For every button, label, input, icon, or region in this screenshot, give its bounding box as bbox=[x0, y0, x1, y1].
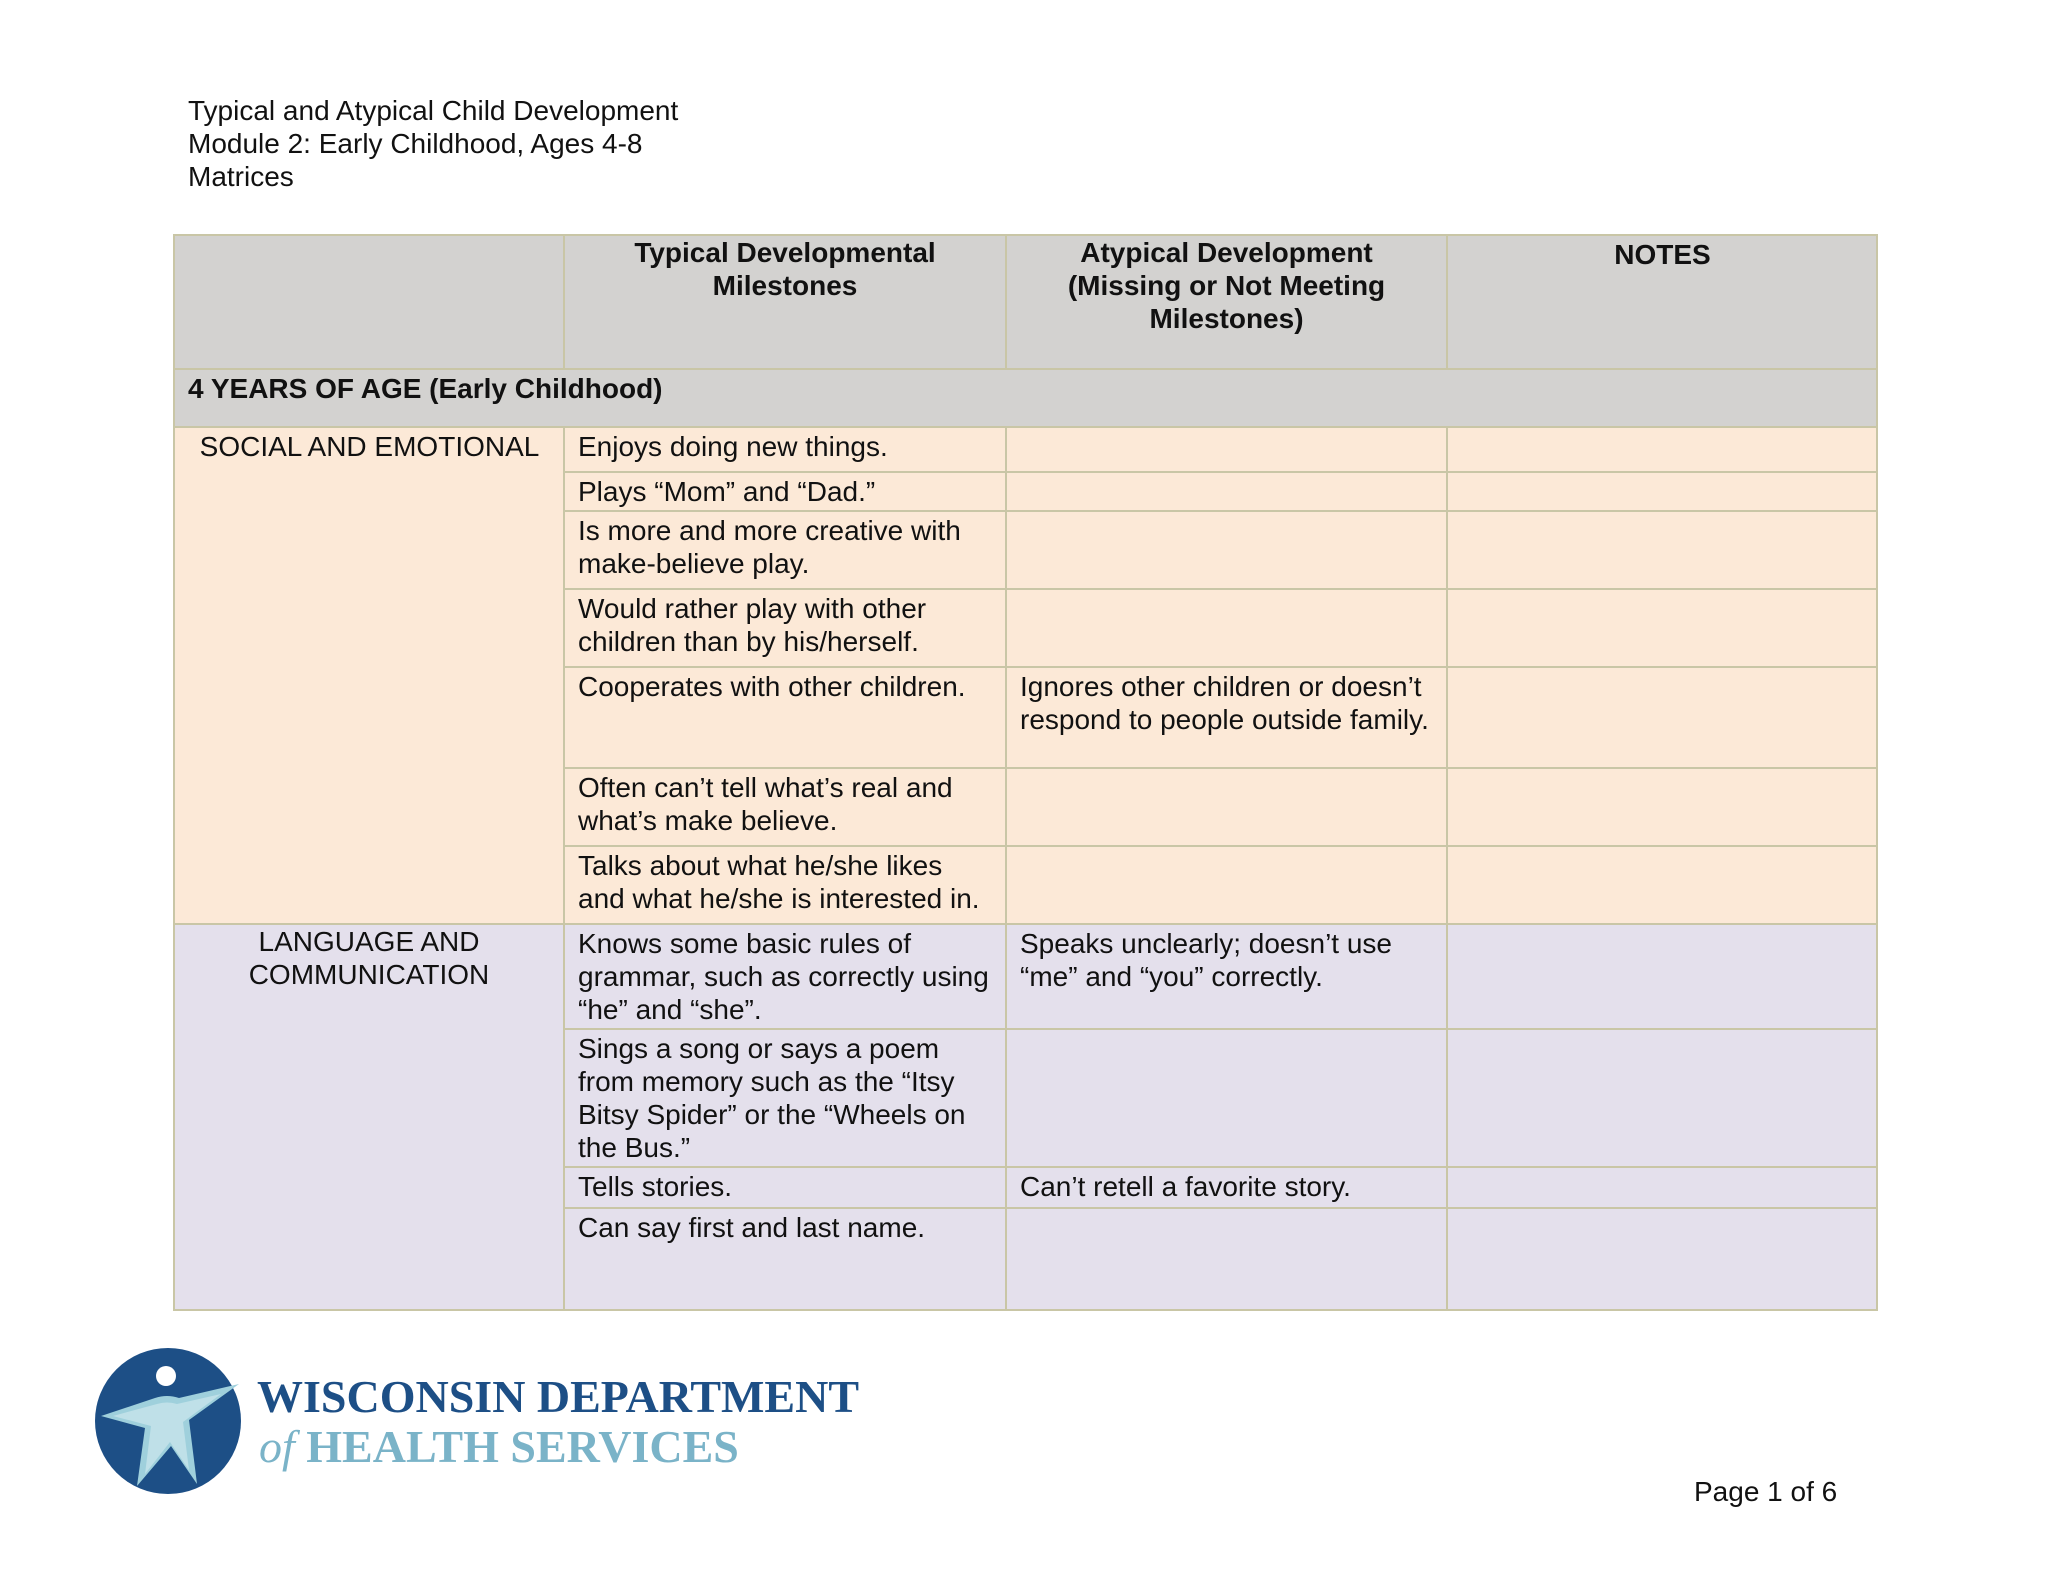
column-header-atypical: Atypical Development (Missing or Not Meeting Milestones) bbox=[1006, 235, 1447, 369]
atypical-cell: Speaks unclearly; doesn’t use “me” and “you” correctly. bbox=[1006, 924, 1447, 1029]
atypical-cell bbox=[1006, 1029, 1447, 1167]
typical-cell: Knows some basic rules of grammar, such as correctly using “he” and “she”. bbox=[564, 924, 1006, 1029]
age-heading: 4 YEARS OF AGE (Early Childhood) bbox=[174, 369, 1877, 427]
table-header-row bbox=[174, 235, 1877, 369]
development-matrix-table bbox=[173, 234, 1878, 1311]
section-title: Matrices bbox=[188, 161, 294, 192]
column-header-typical: Typical Developmental Milestones bbox=[564, 235, 1006, 369]
age-heading-row bbox=[174, 369, 1877, 427]
atypical-cell bbox=[1006, 427, 1447, 472]
typical-cell: Can say first and last name. bbox=[564, 1208, 1006, 1310]
atypical-cell bbox=[1006, 1208, 1447, 1310]
atypical-cell bbox=[1006, 589, 1447, 667]
notes-cell bbox=[1447, 1167, 1877, 1208]
document-header bbox=[188, 94, 678, 193]
page-number: Page 1 of 6 bbox=[1694, 1476, 1838, 1507]
typical-cell: Tells stories. bbox=[564, 1167, 1006, 1208]
person-star-circle-icon bbox=[93, 1346, 243, 1496]
atypical-cell: Ignores other children or doesn’t respond to people outside family. bbox=[1006, 667, 1447, 768]
column-header-domain bbox=[174, 235, 564, 369]
notes-cell bbox=[1447, 472, 1877, 511]
dhs-logo bbox=[93, 1346, 859, 1496]
notes-cell bbox=[1447, 1208, 1877, 1310]
notes-cell bbox=[1447, 924, 1877, 1029]
domain-language-communication: LANGUAGE AND COMMUNICATION bbox=[174, 924, 564, 1310]
column-header-notes: NOTES bbox=[1447, 235, 1877, 369]
notes-cell bbox=[1447, 511, 1877, 589]
typical-cell: Plays “Mom” and “Dad.” bbox=[564, 472, 1006, 511]
typical-cell: Enjoys doing new things. bbox=[564, 427, 1006, 472]
typical-cell: Would rather play with other children than by his/herself. bbox=[564, 589, 1006, 667]
typical-cell: Talks about what he/she likes and what he/she is interested in. bbox=[564, 846, 1006, 924]
notes-cell bbox=[1447, 427, 1877, 472]
notes-cell bbox=[1447, 768, 1877, 846]
logo-line-1: WISCONSIN DEPARTMENT bbox=[257, 1371, 859, 1422]
atypical-cell bbox=[1006, 472, 1447, 511]
typical-cell: Sings a song or says a poem from memory such as the “Itsy Bitsy Spider” or the “Wheels on the Bus.” bbox=[564, 1029, 1006, 1167]
logo-line-2 bbox=[259, 1420, 739, 1473]
document-title: Typical and Atypical Child Development bbox=[188, 95, 679, 126]
module-title: Module 2: Early Childhood, Ages 4-8 bbox=[188, 128, 643, 159]
domain-social-emotional: SOCIAL AND EMOTIONAL bbox=[174, 427, 564, 924]
notes-cell bbox=[1447, 589, 1877, 667]
table-row bbox=[174, 427, 1877, 472]
typical-cell: Often can’t tell what’s real and what’s make believe. bbox=[564, 768, 1006, 846]
atypical-cell bbox=[1006, 511, 1447, 589]
atypical-cell: Can’t retell a favorite story. bbox=[1006, 1167, 1447, 1208]
notes-cell bbox=[1447, 846, 1877, 924]
logo-of: of bbox=[259, 1421, 295, 1472]
table-row bbox=[174, 924, 1877, 1029]
logo-health-services: HEALTH SERVICES bbox=[306, 1421, 739, 1472]
typical-cell: Cooperates with other children. bbox=[564, 667, 1006, 768]
atypical-cell bbox=[1006, 768, 1447, 846]
notes-cell bbox=[1447, 667, 1877, 768]
typical-cell: Is more and more creative with make-believe play. bbox=[564, 511, 1006, 589]
atypical-cell bbox=[1006, 846, 1447, 924]
notes-cell bbox=[1447, 1029, 1877, 1167]
